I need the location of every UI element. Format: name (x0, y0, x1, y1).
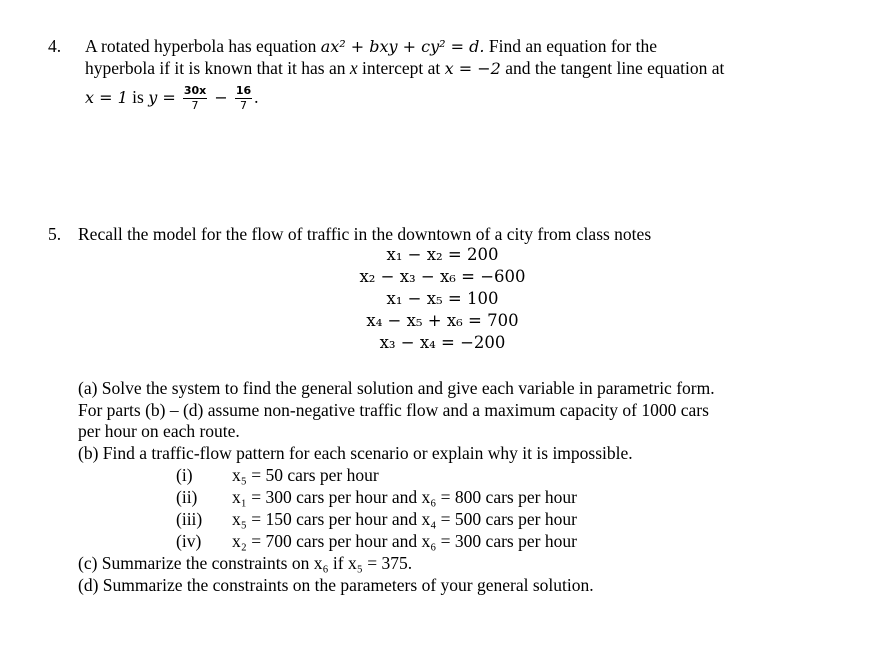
q4-text: Find an equation for the (484, 36, 657, 56)
q4-y-equals: y = (148, 88, 181, 107)
scenario-text-ii: x₁ = 300 cars per hour and x₆ = 800 cars per hour (232, 487, 577, 507)
q4-fraction-1: $\frac{30x}{7}$ (183, 84, 207, 113)
q4-text: and the tangent line equation at (500, 58, 725, 78)
q4-text: A rotated hyperbola has equation (85, 36, 321, 56)
question-4-line-3 (85, 84, 259, 112)
q4-minus: − (209, 88, 233, 107)
q4-variable: x (349, 58, 358, 78)
scenario-label-ii: (ii) (176, 487, 198, 507)
part-d-line: (d) Summarize the constraints on the parameters of your general solution. (78, 575, 594, 595)
part-a-line-2: For parts (b) – (d) assume non-negative traffic flow and a maximum capacity of 1000 cars (78, 400, 709, 420)
q4-x-intercept: x = −2 (444, 59, 501, 78)
scenario-label-iii: (iii) (176, 509, 203, 529)
question-4-line-1 (85, 36, 657, 57)
scenario-text-iii: x₅ = 150 cars per hour and x₄ = 500 cars per hour (232, 509, 577, 529)
q4-text: intercept at (357, 58, 445, 78)
q4-text: hyperbola if it is known that it has an (85, 58, 350, 78)
equation-3: x₁ − x₅ = 100 (386, 289, 499, 308)
equation-5: x₃ − x₄ = −200 (379, 333, 506, 352)
part-c-line: (c) Summarize the constraints on x₆ if x₅ = 375. (78, 553, 413, 573)
part-a-line-3: per hour on each route. (78, 421, 240, 441)
part-b-line: (b) Find a traffic-flow pattern for each scenario or explain why it is impossible. (78, 443, 633, 463)
q4-fraction-2: $\frac{16}{7}$ (235, 84, 252, 113)
scenario-text-i: x₅ = 50 cars per hour (232, 465, 379, 485)
q4-period: . (254, 87, 259, 107)
q4-text: is (127, 87, 149, 107)
equation-1: x₁ − x₂ = 200 (386, 245, 499, 264)
question-5-number: 5. (48, 224, 62, 244)
question-4-line-2 (85, 58, 724, 79)
q4-equation: ax² + bxy + cy² = d. (320, 37, 485, 56)
q4-x-value: x = 1 (85, 88, 128, 107)
question-4-number: 4. (48, 36, 62, 56)
scenario-label-iv: (iv) (176, 531, 202, 551)
scenario-text-iv: x₂ = 700 cars per hour and x₆ = 300 cars per hour (232, 531, 577, 551)
part-a-line-1: (a) Solve the system to find the general solution and give each variable in parametric form. (78, 378, 715, 398)
equation-system (0, 244, 887, 354)
question-5-intro: Recall the model for the flow of traffic in the downtown of a city from class notes (78, 224, 652, 244)
equation-2: x₂ − x₃ − x₆ = −600 (359, 267, 526, 286)
equation-4: x₄ − x₅ + x₆ = 700 (366, 311, 519, 330)
scenario-label-i: (i) (176, 465, 193, 485)
